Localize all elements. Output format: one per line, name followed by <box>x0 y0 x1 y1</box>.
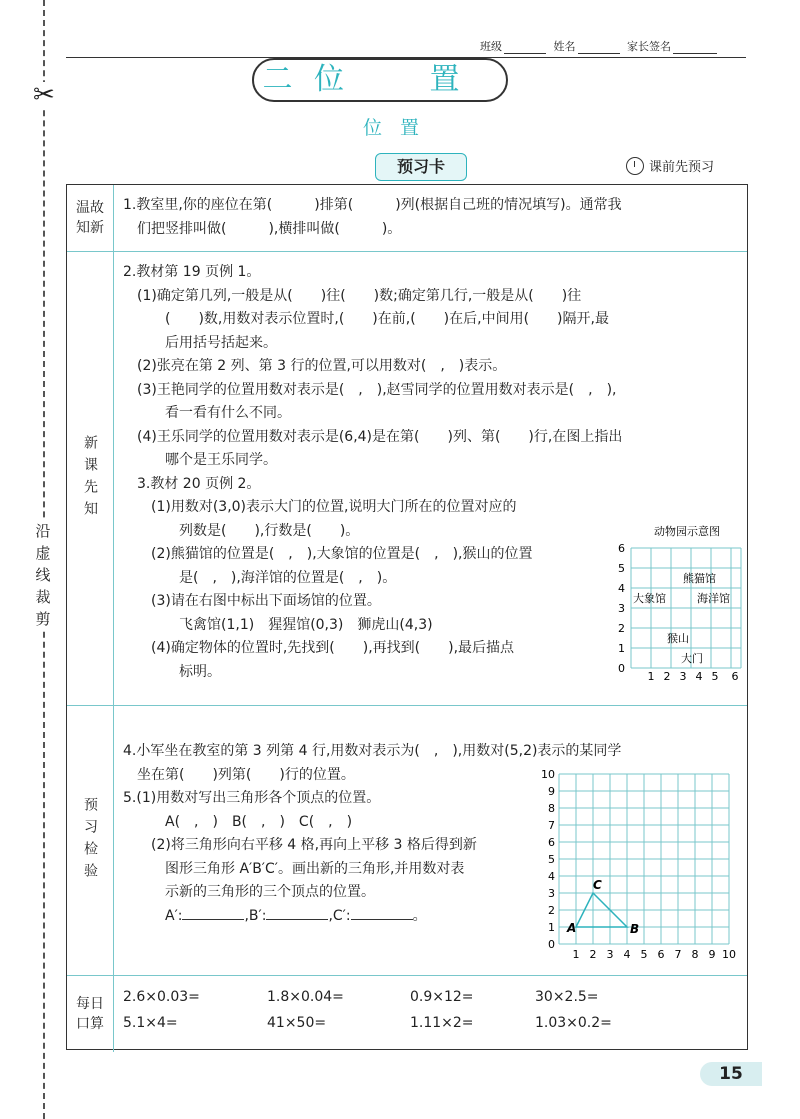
new-lesson-label: 新课先知 <box>67 252 114 706</box>
y-tick-label: 10 <box>541 768 555 781</box>
question-line: 标明。 <box>179 663 221 680</box>
x-tick-label: 9 <box>708 948 716 961</box>
question-line: 5.(1)用数对写出三角形各个顶点的位置。 <box>123 790 381 806</box>
x-tick-label: 10 <box>722 948 736 961</box>
question-line: 们把竖排叫做( ),横排叫做( )。 <box>137 220 402 237</box>
zoo-map-title: 动物园示意图 <box>654 525 720 538</box>
calc-item: 1.03×0.2= <box>535 1015 612 1031</box>
question-line: (2)张亮在第 2 列、第 3 行的位置,可以用数对( , )表示。 <box>137 358 507 374</box>
chapter-number: 二 <box>262 62 299 97</box>
zoo-y-tick: 2 <box>618 622 625 635</box>
zoo-y-tick: 6 <box>618 542 625 555</box>
review-content <box>123 194 737 241</box>
y-tick-label: 2 <box>548 904 555 917</box>
question-line: A( , ) B( , ) C( , ) <box>165 813 353 830</box>
question-line: 3.教材 20 页例 2。 <box>137 475 261 492</box>
daily-calc-label <box>67 976 114 1052</box>
lesson-title: 位置 <box>362 117 437 139</box>
question-line: (3)请在右图中标出下面场馆的位置。 <box>151 593 381 609</box>
parent-signature-field[interactable] <box>673 42 717 54</box>
y-tick-label: 0 <box>548 938 555 951</box>
c-prime-field[interactable] <box>351 905 413 920</box>
cut-hint-char: 线 <box>35 566 51 584</box>
review-label-line: 知新 <box>76 220 104 236</box>
class-label: 班级 <box>480 40 502 53</box>
pre-study-text: 课前先预习 <box>649 160 715 175</box>
cut-hint-char: 裁 <box>35 588 51 606</box>
zoo-x-tick: 2 <box>663 670 671 682</box>
question-line: 4.小军坐在教室的第 3 列第 4 行,用数对表示为( , ),用数对(5,2)表示的某同学 <box>123 743 622 759</box>
y-tick-label: 5 <box>548 853 555 866</box>
new-lesson-row <box>67 251 747 706</box>
y-tick-label: 6 <box>548 836 555 849</box>
review-label <box>67 185 114 251</box>
name-field[interactable] <box>578 42 620 54</box>
zoo-x-tick: 6 <box>731 670 739 682</box>
vertex-label: C <box>593 878 602 892</box>
question-line: 坐在第( )列第( )行的位置。 <box>137 766 355 783</box>
daily-calc-row <box>67 975 747 1052</box>
zoo-y-tick: 4 <box>618 582 625 595</box>
triangle-grid <box>537 764 747 964</box>
question-line: (4)确定物体的位置时,先找到( ),再找到( ),最后描点 <box>151 640 515 656</box>
zoo-y-tick: 1 <box>618 642 625 655</box>
question-line: 哪个是王乐同学。 <box>165 452 277 468</box>
question-line: 图形三角形 A′B′C′。画出新的三角形,并用数对表 <box>165 860 465 877</box>
chapter-title <box>252 58 508 102</box>
y-tick-label: 4 <box>548 870 555 883</box>
a-prime-field[interactable] <box>182 905 244 920</box>
chapter-name: 位 置 <box>314 62 498 97</box>
class-field[interactable] <box>504 42 546 54</box>
x-tick-label: 6 <box>657 948 665 961</box>
x-tick-label: 3 <box>606 948 614 961</box>
parent-signature-label: 家长签名 <box>627 40 671 53</box>
review-row <box>67 185 747 251</box>
cut-hint-char: 剪 <box>35 610 51 628</box>
zoo-map <box>617 522 747 682</box>
preview-check-row <box>67 705 747 976</box>
question-line: (4)王乐同学的位置用数对表示是(6,4)是在第( )列、第( )行,在图上指出 <box>137 428 623 445</box>
zoo-label: 大门 <box>681 652 703 665</box>
zoo-label: 海洋馆 <box>697 592 730 605</box>
page-number: 15 <box>700 1062 762 1086</box>
daily-calc-label-line: 每日 <box>76 996 104 1012</box>
worksheet-table <box>66 184 748 1050</box>
question-line: 1.教室里,你的座位在第( )排第( )列(根据自己班的情况填写)。通常我 <box>123 197 622 213</box>
calc-item: 41×50= <box>267 1015 327 1031</box>
review-label-line: 温故 <box>76 200 104 216</box>
zoo-label: 大象馆 <box>633 592 666 605</box>
question-line: (2)将三角形向右平移 4 格,再向上平移 3 格后得到新 <box>151 837 477 853</box>
daily-calc-label-line: 口算 <box>76 1016 104 1032</box>
x-tick-label: 2 <box>589 948 597 961</box>
y-tick-label: 7 <box>548 819 555 832</box>
scissors-icon: ✂ <box>33 80 55 110</box>
zoo-label: 猴山 <box>667 632 689 645</box>
zoo-label: 熊猫馆 <box>683 572 716 585</box>
y-tick-label: 1 <box>548 921 555 934</box>
question-line: 是( , ),海洋馆的位置是( , )。 <box>179 569 397 586</box>
pre-study-label <box>626 156 714 175</box>
x-tick-label: 1 <box>572 948 580 961</box>
y-tick-label: 9 <box>548 785 555 798</box>
vertex-label: A <box>567 921 577 935</box>
calc-item: 1.8×0.04= <box>267 989 344 1005</box>
y-tick-label: 8 <box>548 802 555 815</box>
zoo-x-tick: 1 <box>647 670 655 682</box>
x-tick-label: 5 <box>640 948 648 961</box>
cut-hint-char: 虚 <box>35 544 51 562</box>
question-line: 列数是( ),行数是( )。 <box>179 522 360 539</box>
question-line: (1)用数对(3,0)表示大门的位置,说明大门所在的位置对应的 <box>151 499 517 515</box>
question-line: ( )数,用数对表示位置时,( )在前,( )在后,中间用( )隔开,最 <box>165 311 609 327</box>
header-fields <box>480 38 721 54</box>
a-prime-label: A′: <box>165 907 183 924</box>
card-label: 预习卡 <box>375 153 467 181</box>
calc-item: 1.11×2= <box>410 1015 474 1031</box>
zoo-y-tick: 3 <box>618 602 625 615</box>
question-line: 后用括号括起来。 <box>165 334 277 351</box>
x-tick-label: 4 <box>623 948 631 961</box>
name-label: 姓名 <box>553 40 576 53</box>
question-line: 飞禽馆(1,1) 猩猩馆(0,3) 狮虎山(4,3) <box>179 616 433 633</box>
question-line: 2.教材第 19 页例 1。 <box>123 264 261 280</box>
zoo-x-tick: 3 <box>679 670 687 682</box>
calc-item: 30×2.5= <box>535 989 599 1005</box>
cut-hint-char: 沿 <box>35 522 51 540</box>
calc-item: 5.1×4= <box>123 1015 178 1031</box>
clock-icon <box>626 157 644 175</box>
cut-hint <box>30 520 56 630</box>
period: 。 <box>412 907 427 924</box>
zoo-y-tick: 5 <box>618 562 625 575</box>
c-prime-label: ,C′: <box>328 907 351 924</box>
b-prime-field[interactable] <box>266 905 328 920</box>
question-line: 示新的三角形的三个顶点的位置。 <box>165 884 375 900</box>
question-line: 看一看有什么不同。 <box>165 405 291 421</box>
zoo-x-tick: 4 <box>695 670 703 682</box>
calc-item: 0.9×12= <box>410 989 474 1005</box>
zoo-y-tick: 0 <box>618 662 625 675</box>
b-prime-label: ,B′: <box>244 907 267 924</box>
y-tick-label: 3 <box>548 887 555 900</box>
zoo-x-tick: 5 <box>711 670 719 682</box>
vertex-label: B <box>630 922 640 936</box>
question-line: (2)熊猫馆的位置是( , ),大象馆的位置是( , ),猴山的位置 <box>151 546 533 562</box>
x-tick-label: 7 <box>674 948 682 961</box>
x-tick-label: 8 <box>691 948 699 961</box>
calc-item: 2.6×0.03= <box>123 989 200 1005</box>
question-line: (3)王艳同学的位置用数对表示是( , ),赵雪同学的位置用数对表示是( , ), <box>137 381 617 398</box>
question-line: (1)确定第几列,一般是从( )往( )数;确定第几行,一般是从( )往 <box>137 287 582 304</box>
preview-check-label: 预习检验 <box>67 706 114 976</box>
